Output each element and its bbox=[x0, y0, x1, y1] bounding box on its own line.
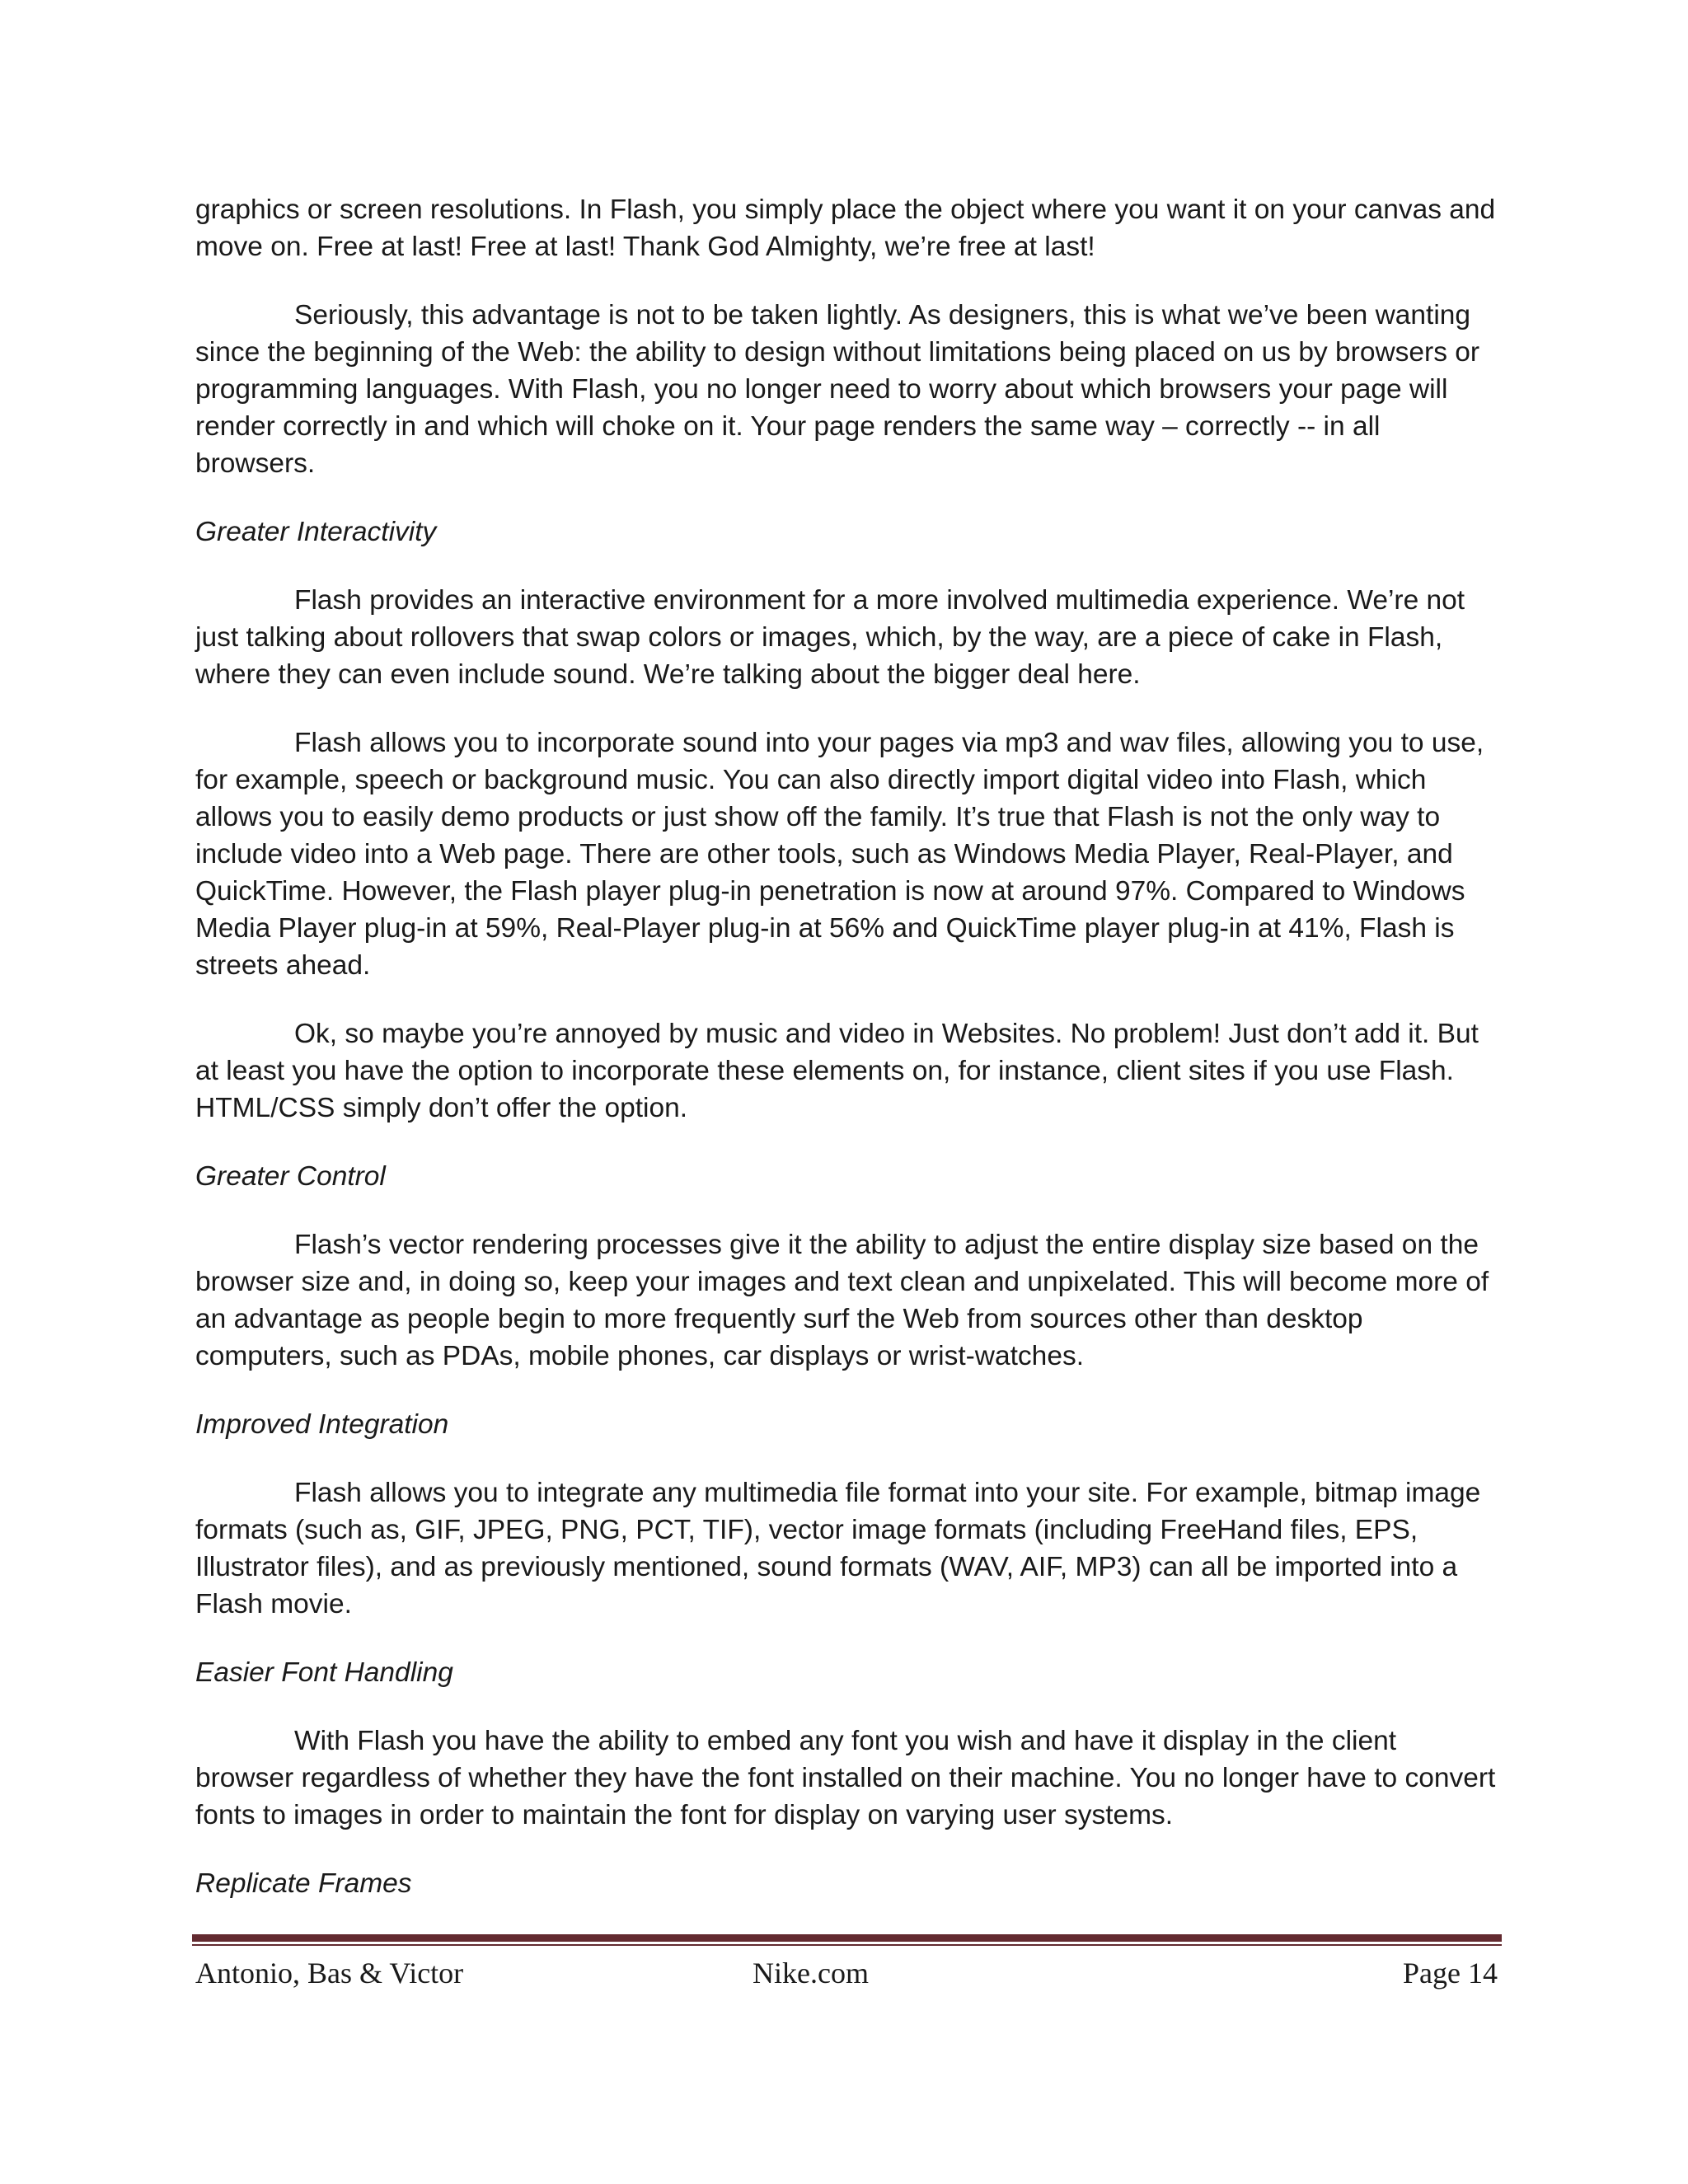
footer-page-number: Page 14 bbox=[1403, 1957, 1498, 1990]
footer-rule-thin bbox=[192, 1944, 1502, 1946]
body-paragraph: Flash allows you to incorporate sound into your pages via mp3 and wav files, allowing you to use, for example, speech or background music. You can also directly import digital video into Flash, which allows you to easily demo products or just show off the family. It’s true that Flash is not the only way to include video into a Web page. There are other tools, such as Windows Media Player, Real-Player, and QuickTime. However, the Flash player plug-in penetration is now at around 97%. Compared to Windows Media Player plug-in at 59%, Real-Player plug-in at 56% and QuickTime player plug-in at 41%, Flash is streets ahead. bbox=[195, 728, 1484, 981]
footer-rule-thick bbox=[192, 1934, 1502, 1942]
footer-authors: Antonio, Bas & Victor bbox=[195, 1957, 464, 1990]
section-heading-improved-integration: Improved Integration bbox=[195, 1409, 449, 1440]
body-paragraph: Flash’s vector rendering processes give it the ability to adjust the entire display size based on the browser size and, in doing so, keep your images and text clean and unpixelated. This will become more of an advantage as people begin to more frequently surf the Web from sources other than desktop computers, such as PDAs, mobile phones, car displays or wrist-watches. bbox=[195, 1230, 1489, 1371]
body-paragraph: Ok, so maybe you’re annoyed by music and video in Websites. No problem! Just don’t add it. But at least you have the option to incorporate these elements on, for instance, client sites if you use Flash. HTML/CSS simply don’t offer the option. bbox=[195, 1019, 1479, 1123]
section-heading-easier-font-handling: Easier Font Handling bbox=[195, 1657, 453, 1688]
page-body bbox=[195, 191, 1498, 1902]
body-paragraph: Flash allows you to integrate any multimedia file format into your site. For example, bitmap image formats (such as, GIF, JPEG, PNG, PCT, TIF), vector image formats (including FreeHand files, EPS, Illustrator files), and as previously mentioned, sound formats (WAV, AIF, MP3) can all be imported into a Flash movie. bbox=[195, 1478, 1481, 1619]
body-paragraph: With Flash you have the ability to embed any font you wish and have it display in the client browser regardless of whether they have the font installed on their machine. You no longer have to convert fonts to images in order to maintain the font for display on varying user systems. bbox=[195, 1726, 1496, 1830]
section-heading-replicate-frames: Replicate Frames bbox=[195, 1868, 412, 1899]
footer-rule bbox=[192, 1934, 1502, 1947]
body-paragraph: graphics or screen resolutions. In Flash, you simply place the object where you want it on your canvas and move on. Free at last! Free at last! Thank God Almighty, we’re free at last! bbox=[195, 194, 1496, 262]
body-paragraph: Seriously, this advantage is not to be taken lightly. As designers, this is what we’ve been wanting since the beginning of the Web: the ability to design without limitations being placed on us by browsers or programming languages. With Flash, you no longer need to worry about which browsers your page will render correctly in and which will choke on it. Your page renders the same way – correctly -- in all browsers. bbox=[195, 300, 1480, 479]
page-footer bbox=[195, 1952, 1498, 1994]
section-heading-greater-interactivity: Greater Interactivity bbox=[195, 517, 437, 547]
footer-site: Nike.com bbox=[753, 1957, 869, 1990]
section-heading-greater-control: Greater Control bbox=[195, 1161, 386, 1192]
body-paragraph: Flash provides an interactive environment for a more involved multimedia experience. We’re not just talking about rollovers that swap colors or images, which, by the way, are a piece of cake in Flash, where they can even include sound. We’re talking about the bigger deal here. bbox=[195, 585, 1465, 690]
